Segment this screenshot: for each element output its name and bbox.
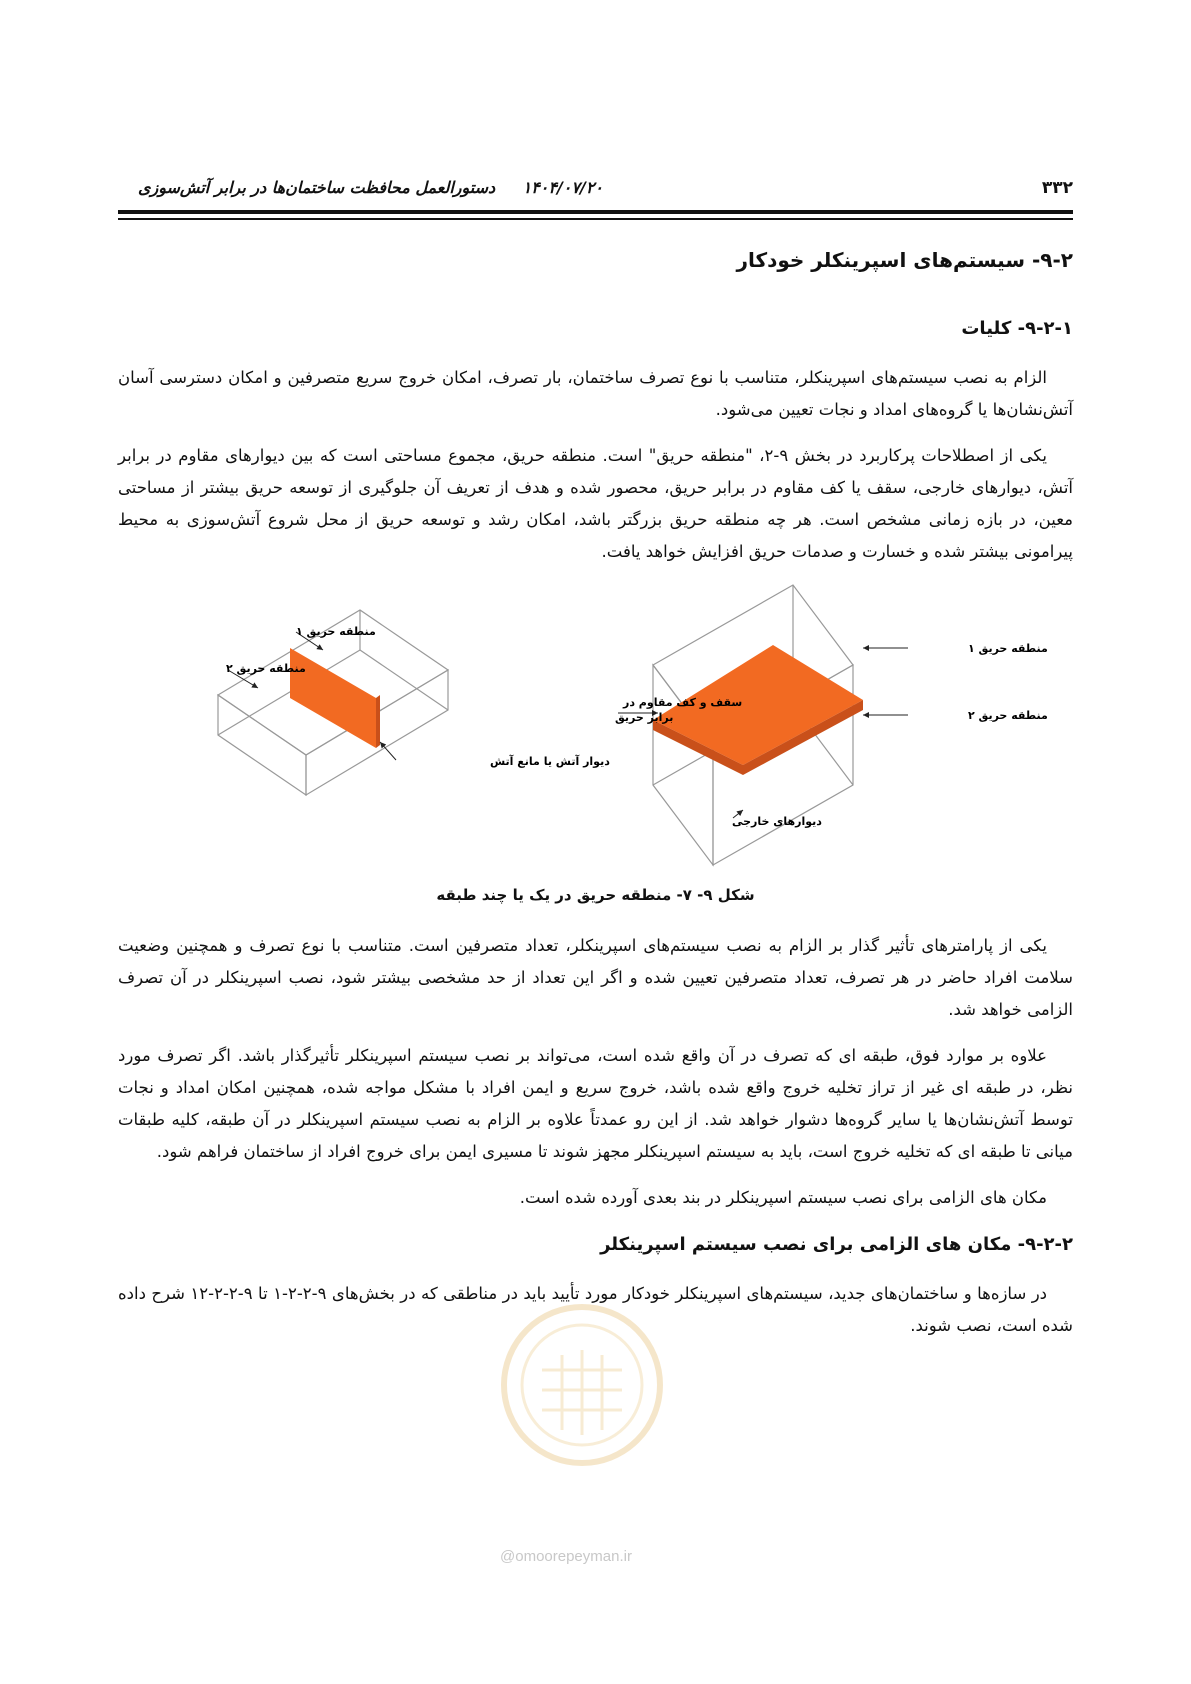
subsection-title-required-locations: ۹-۲-۲- مکان های الزامی برای نصب سیستم اسپرینکلر <box>600 1234 1073 1255</box>
paragraph-5: مکان های الزامی برای نصب سیستم اسپرینکلر در بند بعدی آورده شده است. <box>519 1188 1047 1207</box>
right-label-ceiling-line1: سقف و کف مقاوم در <box>623 696 743 709</box>
right-label-ceiling-line2: برابر حریق <box>615 711 674 724</box>
paragraph-6: در سازه‌ها و ساختمان‌های جدید، سیستم‌های اسپرینکلر خودکار مورد تأیید باید در مناطقی که در بخش‌های ۹-۲-۲-۱ تا ۹-۲-۲-۱۲ شرح داده شده است، نصب شوند. <box>118 1284 1073 1335</box>
fire-zone-diagram <box>118 580 1073 880</box>
fire-zone-figure <box>118 580 1073 880</box>
paragraph-4: علاوه بر موارد فوق، طبقه ای که تصرف در آن واقع شده است، می‌تواند بر نصب سیستم اسپرینکلر تأثیرگذار باشد. اگر تصرف مورد نظر، در طبقه ای غیر از تراز تخلیه خروج واقع شده باشد، خروج سریع و ایمن افراد با مشکل مواجه شده، همچنین امکان امداد و نجات توسط آتش‌نشان‌ها یا سایر گروه‌ها دشوار خواهد شد. از این رو عمدتاً علاوه بر الزام به نصب سیستم اسپرینکلر در آن طبقه، کلیه طبقات میانی تا طبقه ای که تخلیه خروج است، باید به سیستم اسپرینکلر مجهز شوند تا مسیری ایمن برای خروج افراد از ساختمان فراهم شود. <box>118 1046 1073 1161</box>
page-number: ۳۳۲ <box>1041 178 1073 198</box>
header-title: دستورالعمل محافظت ساختمان‌ها در برابر آتش‌سوزی <box>138 178 496 197</box>
right-label-zone2: منطقه حریق ۲ <box>968 709 1048 722</box>
paragraph-3: یکی از پارامترهای تأثیر گذار بر الزام به نصب سیستم‌های اسپرینکلر، تعداد متصرفین است. متناسب با نوع تصرف و همچنین وضعیت سلامت افراد حاضر در هر تصرف، تعداد متصرفین تعیین شده و اگر این تعداد از حد مشخصی بیشتر شود، نصب اسپرینکلر در آن تصرف الزامی خواهد شد. <box>118 936 1073 1019</box>
page-header <box>118 176 1073 204</box>
right-label-zone1: منطقه حریق ۱ <box>968 642 1048 655</box>
watermark-site: @omoorepeyman.ir <box>500 1548 632 1565</box>
right-label-exterior: دیوارهای خارجی <box>732 815 822 828</box>
left-label-zone1: منطقه حریق ۱ <box>296 625 376 638</box>
header-date: ۱۴۰۴/۰۷/۲۰ <box>522 178 603 197</box>
watermark-logo <box>492 1300 672 1470</box>
paragraph-2: یکی از اصطلاحات پرکاربرد در بخش ۹-۲، "منطقه حریق" است. منطقه حریق، مجموع مساحتی است که بین دیوارهای مقاوم در برابر آتش، دیوارهای خارجی، سقف یا کف مقاوم در برابر حریق، محصور شده و هدف از تعریف آن جلوگیری از توسعه حریق بیشتر از مساحتی معین، در بازه زمانی مشخص است. هر چه منطقه حریق بزرگتر باشد، امکان رشد و توسعه حریق از محل شروع آتش‌سوزی به محیط پیرامونی بیشتر شده و خسارت و صدمات حریق افزایش خواهد یافت. <box>118 446 1073 561</box>
figure-caption: شکل ۹- ۷- منطقه حریق در یک یا چند طبقه <box>436 886 755 904</box>
header-rule-thin <box>118 218 1073 220</box>
left-label-zone2: منطقه حریق ۲ <box>226 662 306 675</box>
fire-wall-edge <box>376 695 380 748</box>
header-rule <box>118 210 1073 214</box>
section-title: ۹-۲- سیستم‌های اسپرینکلر خودکار <box>736 248 1073 272</box>
paragraph-1: الزام به نصب سیستم‌های اسپرینکلر، متناسب با نوع تصرف ساختمان، بار تصرف، امکان خروج سریع متصرفین و امکان دسترسی آسان آتش‌نشان‌ها یا گروه‌های امداد و نجات تعیین می‌شود. <box>118 368 1073 419</box>
page-content <box>118 240 1073 1342</box>
subsection-title-general: ۹-۲-۱- کلیات <box>961 318 1073 339</box>
left-label-wall: دیوار آتش یا مانع آتش <box>490 755 610 768</box>
